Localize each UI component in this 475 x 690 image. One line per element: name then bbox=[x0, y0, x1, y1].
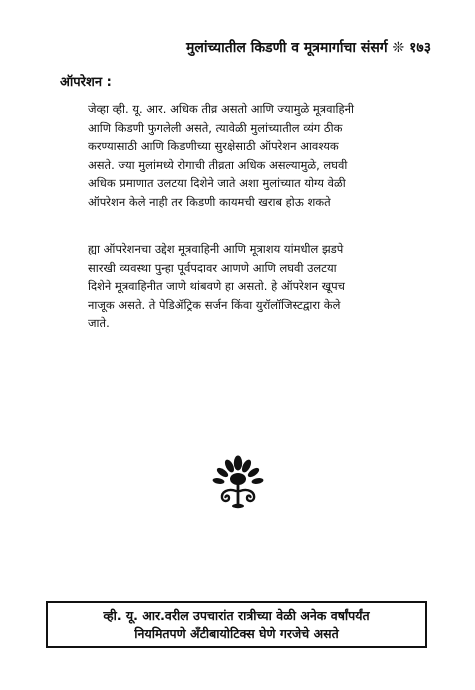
paragraph-2-line: नाजूक असते. ते पेडिॲट्रिक सर्जन किंवा युरॉलॉजिस्टद्वारा केले bbox=[88, 297, 341, 312]
paragraph-2-line: जाते. bbox=[88, 316, 110, 331]
paragraph-1-line: आणि किडणी फुगलेली असते, त्यावेळी मुलांच्यातील व्यंग ठीक bbox=[88, 120, 343, 135]
note-line-2: नियमितपणे अँटीबायोटिक्स घेणे गरजेचे असते bbox=[134, 626, 339, 641]
running-head: मुलांच्यातील किडणी व मूत्रमार्गाचा संसर्ग ❊ १७३ bbox=[185, 40, 431, 56]
paragraph-1-line: करण्यासाठी आणि किडणीच्या सुरक्षेसाठी ऑपरेशन आवश्यक bbox=[88, 139, 339, 154]
section-heading: ऑपरेशन : bbox=[60, 75, 112, 90]
paragraph-2 bbox=[88, 240, 420, 333]
paragraph-2-line: ह्या ऑपरेशनचा उद्देश मूत्रवाहिनी आणि मूत्राशय यांमधील झडपे bbox=[88, 242, 344, 256]
note-line-1: व्ही. यू. आर.वरील उपचारांत रात्रीच्या वेळी अनेक वर्षांपर्यंत bbox=[103, 608, 370, 623]
paragraph-2-line: दिशेने मूत्रवाहिनीत जाणे थांबवणे हा असतो. हे ऑपरेशन खूपच bbox=[88, 279, 345, 294]
highlight-note-box bbox=[46, 601, 427, 648]
floral-ornament-icon bbox=[210, 455, 266, 511]
paragraph-2-line: सारखी व्यवस्था पुन्हा पूर्वपदावर आणणे आणि लघवी उलटया bbox=[88, 260, 337, 275]
paragraph-1-line: ऑपरेशन केले नाही तर किडणी कायमची खराब होऊ शकते bbox=[88, 194, 331, 209]
paragraph-1 bbox=[88, 100, 420, 212]
paragraph-1-line: जेव्हा व्ही. यू. आर. अधिक तीव्र असतो आणि ज्यामुळे मूत्रवाहिनी bbox=[88, 102, 354, 116]
paragraph-1-line: असते. ज्या मुलांमध्ये रोगाची तीव्रता अधिक असल्यामुळे, लघवी bbox=[88, 157, 348, 172]
paragraph-1-line: अधिक प्रमाणात उलटया दिशेने जाते अशा मुलांच्यात योग्य वेळी bbox=[88, 176, 346, 191]
